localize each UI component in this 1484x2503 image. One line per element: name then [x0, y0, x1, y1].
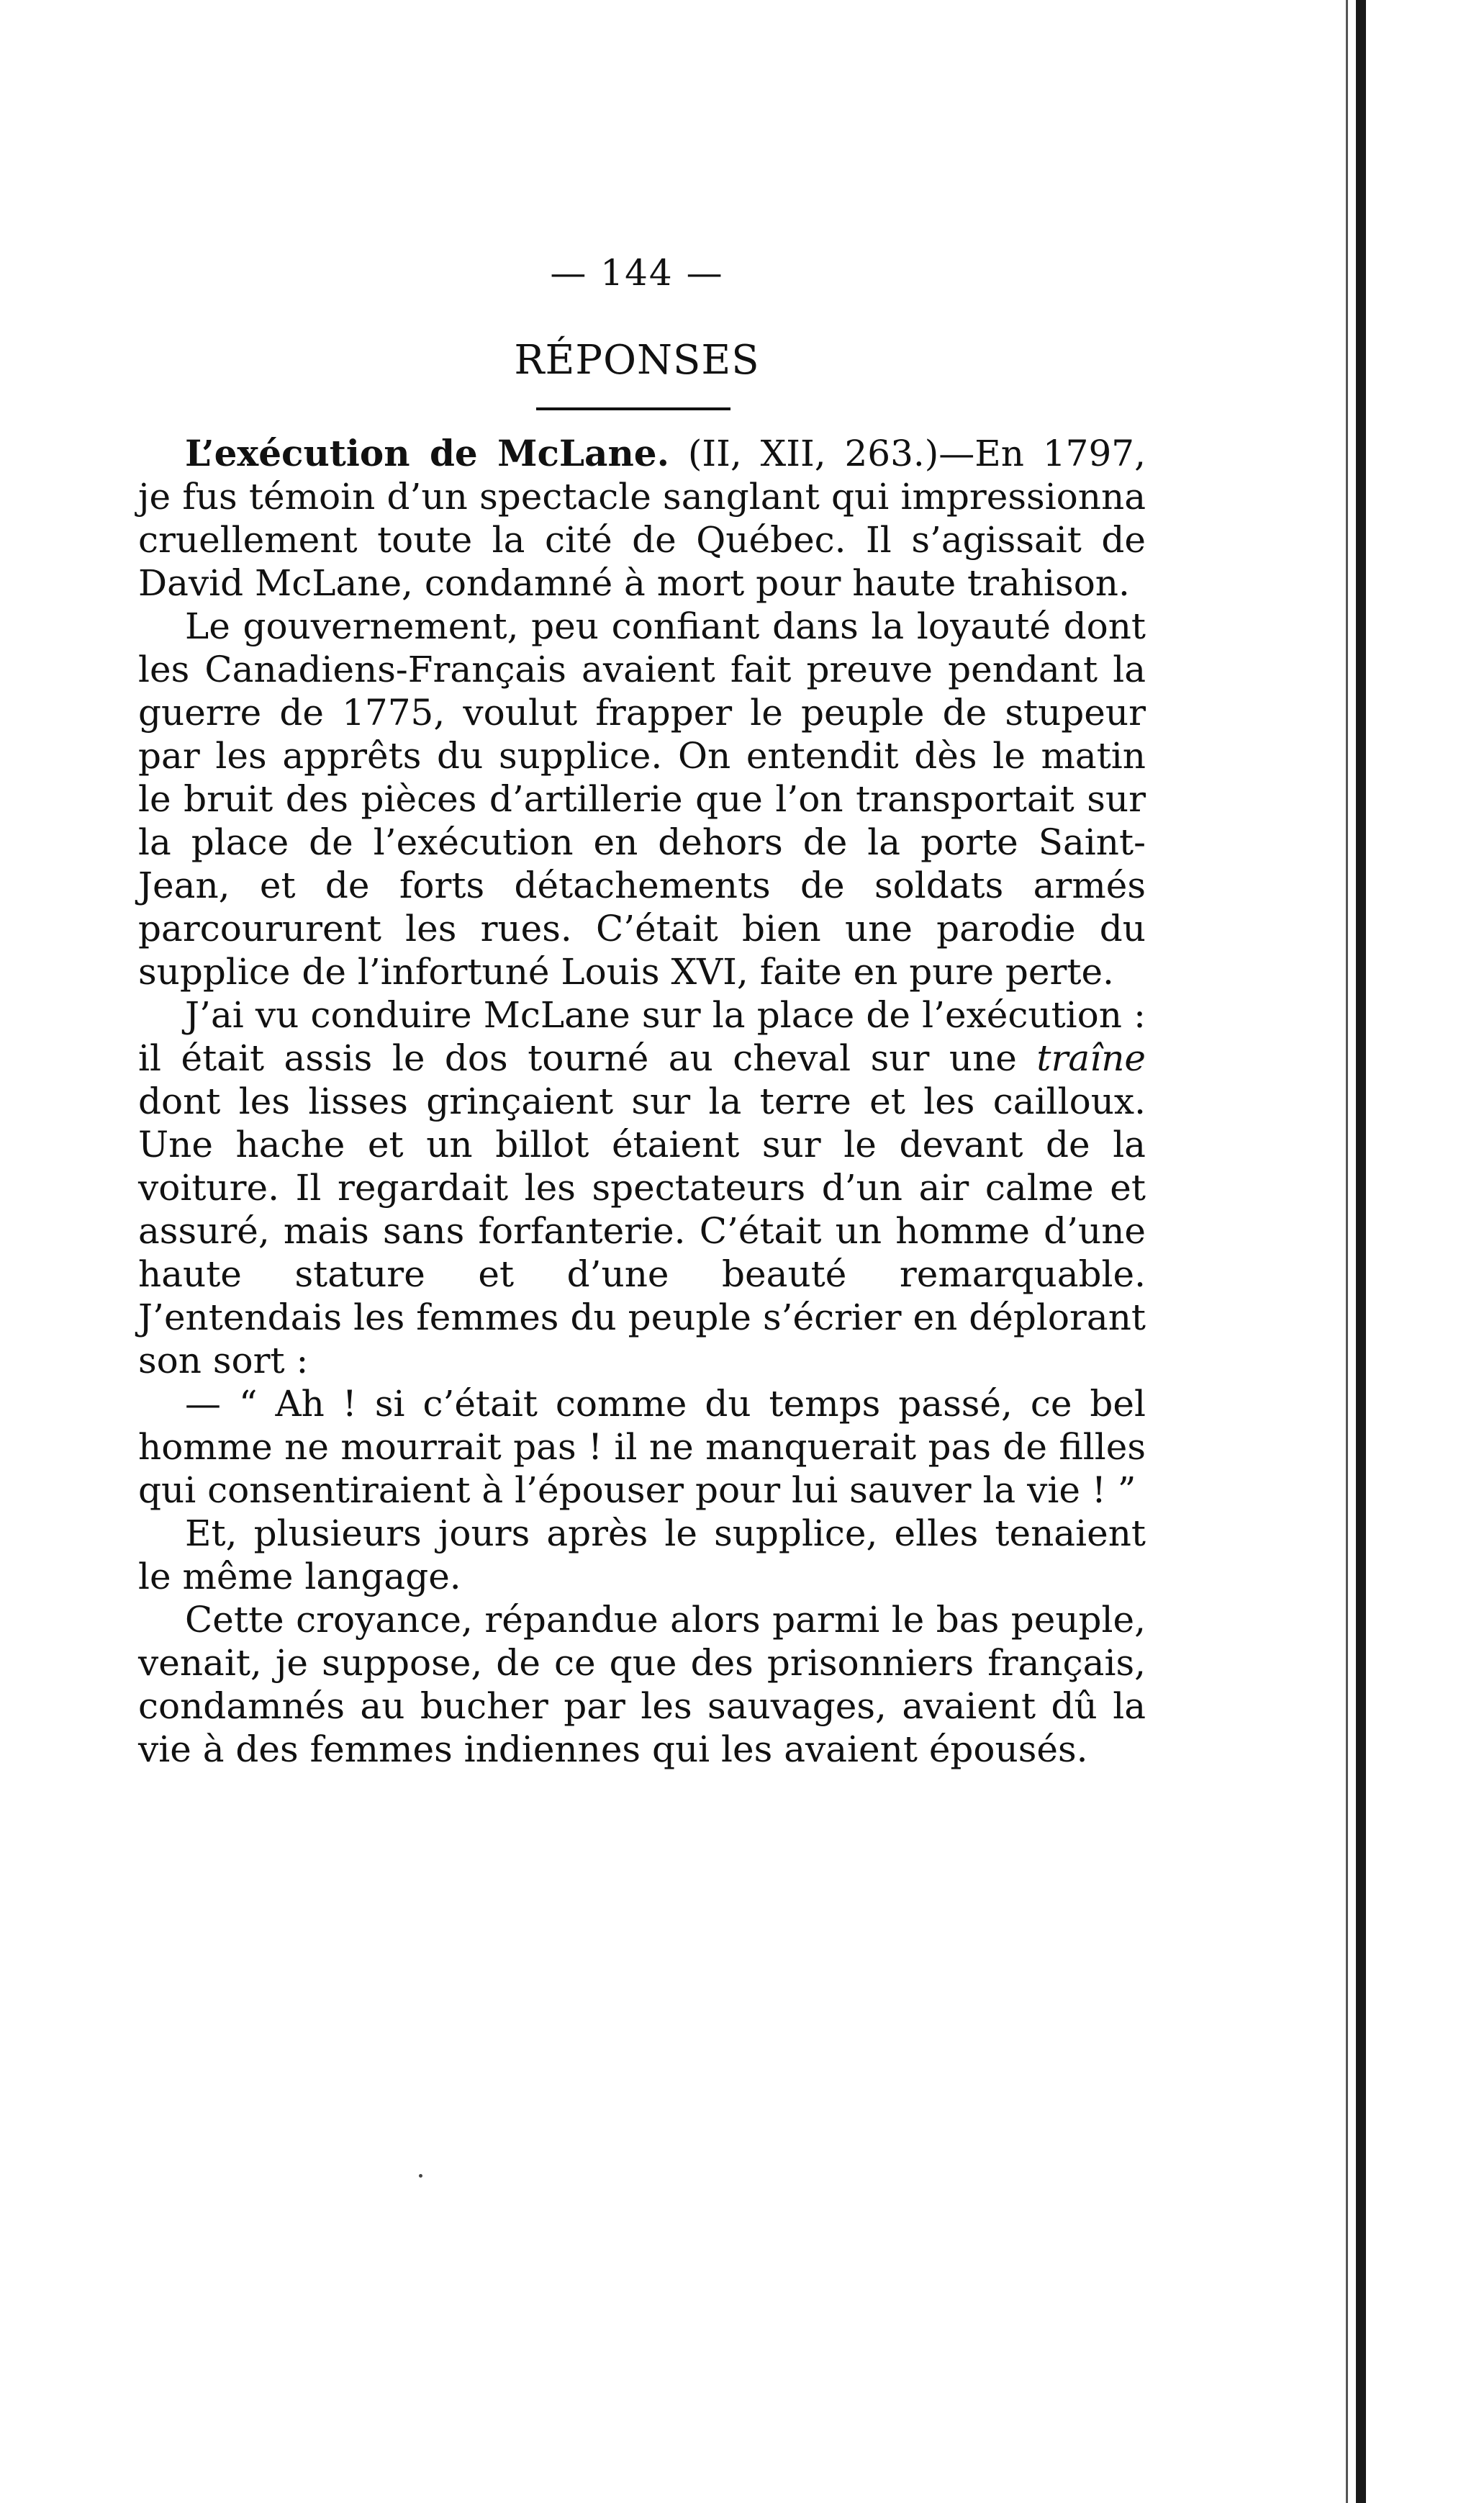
- italic-word: traîne: [1036, 1037, 1146, 1079]
- page-number: — 144 —: [550, 252, 724, 294]
- paragraph-1: [138, 432, 1146, 605]
- article-body: [138, 432, 1146, 1771]
- section-title: RÉPONSES: [514, 337, 760, 384]
- paragraph-1-text: (II, XII, 263.)—En 1797, je fus témoin d’un spectacle sanglant qui impressionna cruellement toute la cité de Québec. Il s’agissait de David McLane, condamné à mort pour haute trahison.: [138, 433, 1146, 604]
- page-edge-shadow: [1346, 0, 1348, 2503]
- paragraph-3-text-b: dont les lisses grinçaient sur la terre et les cailloux. Une hache et un billot étaient sur le devant de la voiture. Il regardait les spectateurs d’un air calme et assuré, mais sans forfanterie. C’était un homme d’une haute stature et d’une beauté remarquable. J’entendais les femmes du peuple s’écrier en déplorant son sort :: [138, 1081, 1146, 1381]
- paragraph-2: Le gouvernement, peu confiant dans la loyauté dont les Canadiens-Français avaient fait preuve pendant la guerre de 1775, voulut frapper le peuple de stupeur par les apprêts du supplice. On entendit dès le matin le bruit des pièces d’artillerie que l’on transportait sur la place de l’exécution en dehors de la porte Saint-Jean, et de forts détachements de soldats armés parcoururent les rues. C’était bien une parodie du supplice de l’infortuné Louis XVI, faite en pure perte.: [138, 605, 1146, 993]
- paragraph-3: [138, 993, 1146, 1382]
- print-speck: [419, 2174, 422, 2178]
- book-binding-edge: [1356, 0, 1366, 2503]
- paragraph-4-quote: — “ Ah ! si c’était comme du temps passé, ce bel homme ne mourrait pas ! il ne manquerait pas de filles qui consentiraient à l’épouser pour lui sauver la vie ! ”: [138, 1383, 1146, 1511]
- paragraph-3-text-a: J’ai vu conduire McLane sur la place de l’exécution : il était assis le dos tourné au cheval sur une: [138, 994, 1146, 1079]
- article-heading: L’exécution de McLane.: [185, 432, 670, 474]
- paragraph-5: Et, plusieurs jours après le supplice, elles tenaient le même langage.: [138, 1512, 1146, 1597]
- title-underline-rule: [536, 407, 730, 410]
- paragraph-6: Cette croyance, répandue alors parmi le bas peuple, venait, je suppose, de ce que des prisonniers français, condamnés au bucher par les sauvages, avaient dû la vie à des femmes indiennes qui les avaient épousés.: [138, 1599, 1146, 1770]
